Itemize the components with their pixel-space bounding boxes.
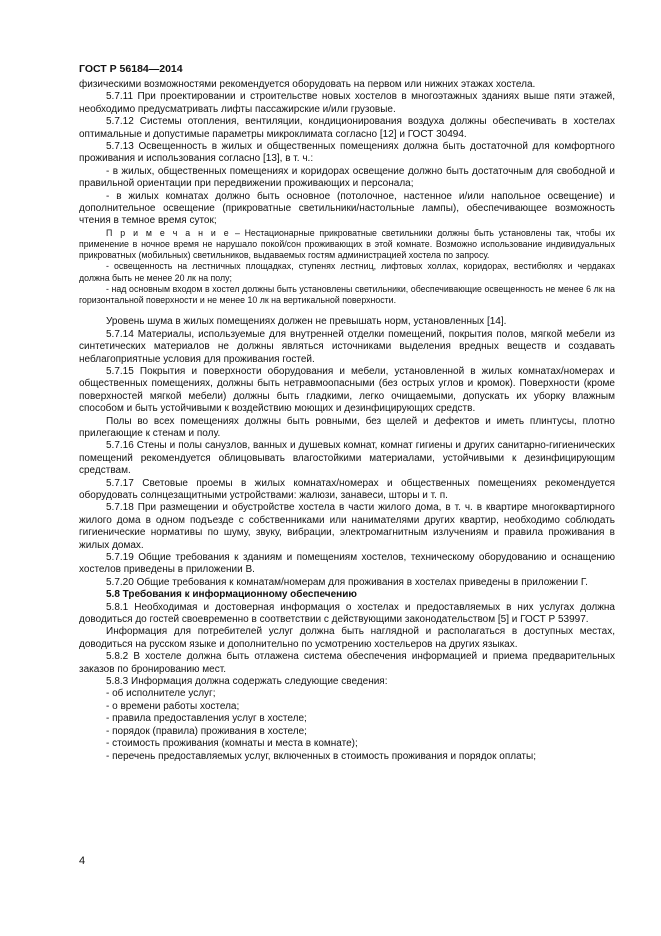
paragraph: 5.7.15 Покрытия и поверхности оборудования и мебели, установленной в жилых комнатах/номерах и общественных помещениях, должны быть нетравмоопасными (без острых углов и кромок). Поверхности (кроме поверхностей мягкой мебели) должны быть гладкими, легко очищаемыми, допускать их уборку влажным способом и быть устойчивыми к воздействию моющих и дезинфицирующих средств. (79, 365, 615, 415)
paragraph: 5.7.11 При проектировании и строительстве новых хостелов в многоэтажных зданиях выше пяти этажей, необходимо предусматривать лифты пассажирские и/или грузовые. (79, 91, 615, 115)
document-header: ГОСТ Р 56184—2014 (79, 63, 183, 75)
paragraph: 5.7.13 Освещенность в жилых и общественных помещениях должна быть достаточной для комфортного проживания и использования согласно [13], в т. ч.: (79, 141, 615, 165)
paragraph: 5.7.14 Материалы, используемые для внутренней отделки помещений, покрытия полов, мягкой мебели из синтетических материалов не должны являться источниками выделения вредных веществ и создавать неблагоприятные условия для проживания гостей. (79, 328, 615, 365)
paragraph: 5.7.19 Общие требования к зданиям и помещениям хостелов, техническому оборудованию и оснащению хостелов приведены в приложении В. (79, 552, 615, 576)
paragraph: 5.7.17 Световые проемы в жилых комнатах/номерах и общественных помещениях рекомендуется оборудовать солнцезащитными устройствами: жалюзи, занавеси, шторы и т. п. (79, 477, 615, 501)
paragraph: 5.7.16 Стены и полы санузлов, ванных и душевых комнат, комнат гигиены и других санитарно-гигиенических помещений рекомендуется облицовывать влагостойкими материалами, устойчивыми к дезинфицирующим средствам. (79, 440, 615, 477)
list-item: - об исполнителе услуг; (106, 688, 216, 700)
note-text: – Нестационарные прикроватные светильники должны быть установлены так, чтобы их применение в ночное время не нарушало покой/сон проживающих в этой комнате. Возможно использование индивидуальных прикроватных (мобильных) светильников, выдаваемых гостям администрацией хостела по запросу. (79, 227, 615, 261)
paragraph: Полы во всех помещениях должны быть ровными, без щелей и дефектов и иметь плинтусы, плотно прилегающие к стенам и полу. (79, 415, 615, 439)
paragraph: 5.7.12 Системы отопления, вентиляции, кондиционирования воздуха должны обеспечивать в хостелах оптимальные и допустимые параметры микроклимата согласно [12] и ГОСТ 30494. (79, 116, 615, 140)
paragraph: 5.8.1 Необходимая и достоверная информация о хостелах и предоставляемых в них услугах должна доводиться до гостей своевременно в соответствии с действующими законодательством [5] и ГОСТ Р 53997. (79, 601, 615, 626)
list-item: - правила предоставления услуг в хостеле; (106, 713, 307, 725)
list-item: - освещенность на лестничных площадках, ступенях лестниц, лифтовых холлах, коридорах, вестибюлях и чердаках должна быть не менее 20 лк на полу; (79, 261, 615, 283)
list-item: - перечень предоставляемых услуг, включенных в стоимость проживания и порядок оплаты; (106, 750, 536, 762)
note (79, 228, 615, 262)
list-item: - о времени работы хостела; (106, 700, 240, 712)
list-item: - стоимость проживания (комнаты и места в комнате); (106, 738, 358, 750)
list-item: - порядок (правила) проживания в хостеле; (106, 725, 307, 737)
list-item: - в жилых, общественных помещениях и коридорах освещение должно быть достаточным для свободной и правильной ориентации при передвижении проживающих и персонала; (79, 165, 615, 190)
document-body (79, 79, 615, 763)
list-item: - в жилых комнатах должно быть основное (потолочное, настенное и/или напольное освещение) и дополнительное освещение (прикроватные светильники/настольные лампы), обеспечивающее возможность чтения в темное время суток; (79, 190, 615, 227)
section-heading: 5.8 Требования к информационному обеспечению (106, 589, 357, 601)
paragraph: Информация для потребителей услуг должна быть наглядной и располагаться в доступных местах, доводиться на русском языке и дополнительно по усмотрению хостельеров на других языках. (79, 626, 615, 650)
paragraph: физическими возможностями рекомендуется оборудовать на первом или нижних этажах хостела. (79, 79, 536, 90)
note-label: П р и м е ч а н и е (106, 227, 231, 238)
paragraph: Уровень шума в жилых помещениях должен не превышать норм, установленных [14]. (106, 316, 507, 328)
spacer (79, 306, 615, 316)
page-number: 4 (79, 855, 86, 867)
paragraph: 5.7.20 Общие требования к комнатам/номерам для проживания в хостелах приведены в приложении Г. (106, 576, 588, 588)
paragraph: 5.7.18 При размещении и обустройстве хостела в части жилого дома, в т. ч. в квартире многоквартирного жилого дома в одном подъезде с собственниками или нанимателями других квартир, необходимо соблюдать гигиенические нормативы по шуму, звуку, вибрации, электромагнитным излучениям и правила проживания в жилых домах. (79, 502, 615, 551)
paragraph: 5.8.3 Информация должна содержать следующие сведения: (106, 676, 388, 688)
list-item: - над основным входом в хостел должны быть установлены светильники, обеспечивающие освещенность не менее 6 лк на горизонтальной поверхности и не менее 10 лк на вертикальной поверхности. (79, 283, 615, 306)
paragraph: 5.8.2 В хостеле должна быть отлажена система обеспечения информацией и приема предварительных заказов по бронированию мест. (79, 651, 615, 675)
